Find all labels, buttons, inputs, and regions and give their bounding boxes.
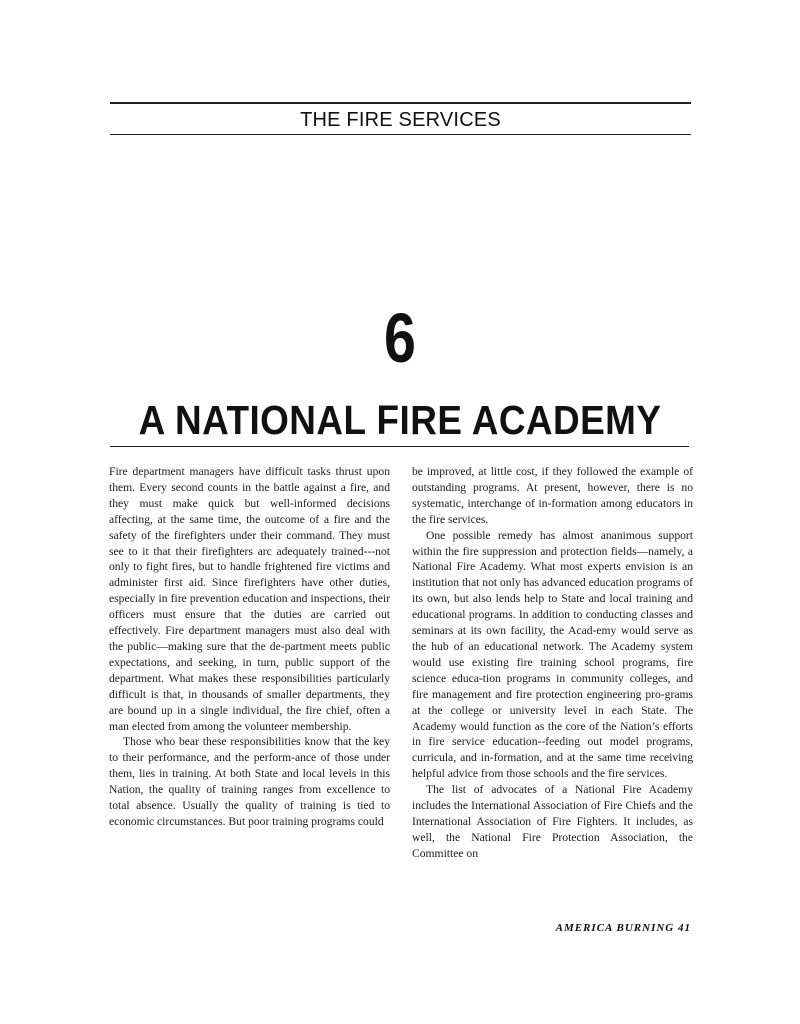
paragraph: One possible remedy has almost ananimous support within the fire suppression and protection fields—namely, a National Fire Academy. What most experts envision is an institution that not only has advanced education programs of its own, but also lends help to State and local training and educational programs. In addition to conducting classes and seminars at its own facility, the Acad-emy would serve as the hub of an educational network. The Academy system would use existing fire training school programs, fire science educa-tion programs in community colleges, and fire management and fire protection engineering pro-grams at the college or university level in each State. The Academy would function as the core of the Nation’s efforts in fire service education--feeding out model programs, curricula, and in-formation, and at the same time receiving helpful advice from those schools and the fire services. <box>412 528 693 781</box>
body-column-left <box>109 464 390 830</box>
running-head: THE FIRE SERVICES <box>300 109 501 131</box>
chapter-number: 6 <box>384 299 416 377</box>
paragraph: Those who bear these responsibilities know that the key to their performance, and the perform-ance of those under them, lies in training. At both State and local levels in this Nation, the quality of training ranges from excellence to total absence. Usually the quality of training is tied to economic circumstances. But poor training programs could <box>109 735 390 828</box>
paragraph: Fire department managers have difficult tasks thrust upon them. Every second counts in the battle against a fire, and they must make quick but well-informed decisions affecting, at the same time, the outcome of a fire and the safety of the firefighters under their command. They must see to it that their firefighters arc adequately trained---not only to fight fires, but to handle frightened fire victims and administer first aid. Since firefighters have other duties, especially in fire prevention education and inspections, their officers must ensure that the duties are carried out effectively. Fire department managers must also deal with the public—making sure that the de-partment meets public expectations, and seeking, in turn, public support of the department. What makes these responsibilities particularly difficult is that, in thousands of smaller departments, they are bound up in a single individual, the fire chief, often a man elected from among the volunteer membership. <box>109 465 390 733</box>
title-rule <box>110 446 689 447</box>
chapter-title: A NATIONAL FIRE ACADEMY <box>138 397 662 443</box>
paragraph: The list of advocates of a National Fire Academy includes the International Association of Fire Chiefs and the International Association of Fire Fighters. It includes, as well, the National Fire Protection Association, the Committee on <box>412 783 693 860</box>
paragraph: be improved, at little cost, if they followed the example of outstanding programs. At present, however, there is no systematic, interchange of in-formation among educators in the fire services. <box>412 465 693 526</box>
body-column-right <box>412 464 693 862</box>
header-rule-bottom <box>110 134 691 135</box>
page-footer: AMERICA BURNING 41 <box>555 922 691 934</box>
header-rule-top <box>110 102 691 104</box>
